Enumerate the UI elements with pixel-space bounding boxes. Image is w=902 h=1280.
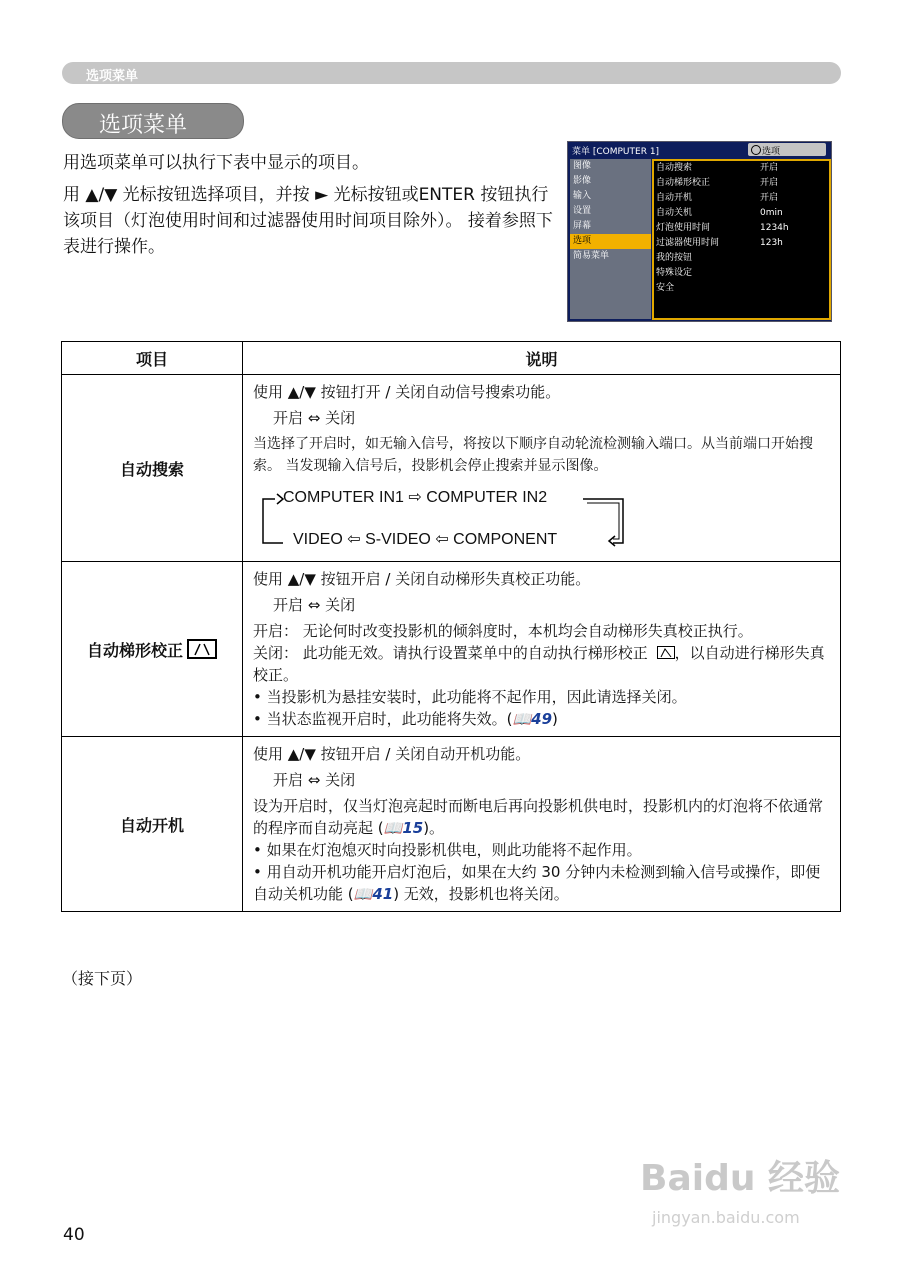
table-row xyxy=(62,375,841,562)
table-header-row xyxy=(62,342,841,375)
intro-line-2: 用 ▲/▼ 光标按钮选择项目，并按 ► 光标按钮或ENTER 按钮执行该项目（灯泡使用时间和过滤器使用时间项目除外）。 接着参照下表进行操作。 xyxy=(63,185,553,257)
toggle-text: 开启 ⇔ 关闭 xyxy=(273,596,356,614)
page-ref[interactable]: 49 xyxy=(531,710,553,728)
osd-row: 我的按钮 xyxy=(656,253,693,263)
desc-auto-search xyxy=(243,375,841,562)
osd-left-item: 影像 xyxy=(573,176,592,186)
section-title-label: 选项菜单 xyxy=(99,113,188,138)
desc-off: 关闭： 此功能无效。请执行设置菜单中的自动执行梯形校正 ，以自动进行梯形失真校正。 xyxy=(253,644,825,684)
osd-row: 自动搜索 开启 xyxy=(656,163,779,173)
header-bar-label: 选项菜单 xyxy=(86,69,139,84)
osd-left-item: 输入 xyxy=(573,191,592,201)
osd-left-menu xyxy=(570,159,651,319)
book-ref-icon: 📖 xyxy=(383,819,403,837)
col-header-item: 项目 xyxy=(62,342,243,375)
keystone-icon xyxy=(187,639,217,659)
section-title xyxy=(62,103,244,139)
page-ref[interactable]: 15 xyxy=(402,819,424,837)
osd-row: 自动关机 0min xyxy=(656,208,783,218)
header-bar xyxy=(62,62,841,84)
page-ref[interactable]: 41 xyxy=(372,885,394,903)
osd-menu-screenshot xyxy=(567,141,832,322)
item-auto-power-on: 自动开机 xyxy=(62,737,243,912)
toggle-text: 开启 ⇔ 关闭 xyxy=(273,771,356,789)
osd-left-item: 图像 xyxy=(573,161,592,171)
page-number: 40 xyxy=(63,1225,85,1245)
bullet-text: • 当状态监视开启时，此功能将失效。(📖49) xyxy=(253,710,558,728)
col-header-desc: 说明 xyxy=(243,342,841,375)
osd-row: 灯泡使用时间 1234h xyxy=(656,223,789,233)
options-table xyxy=(61,341,841,912)
osd-row: 特殊设定 xyxy=(656,268,693,278)
osd-row: 自动梯形校正 开启 xyxy=(656,178,779,188)
osd-option-label: 选项 xyxy=(762,147,781,157)
item-auto-search: 自动搜索 xyxy=(62,375,243,562)
watermark-logo: Baidu 经验 xyxy=(640,1158,841,1199)
osd-row: 安全 xyxy=(656,283,675,293)
watermark-url: jingyan.baidu.com xyxy=(652,1208,800,1227)
desc-text: 使用 ▲/▼ 按钮开启 / 关闭自动梯形失真校正功能。 xyxy=(253,570,591,588)
item-label: 自动梯形校正 xyxy=(86,640,183,660)
desc-text: 使用 ▲/▼ 按钮打开 / 关闭自动信号搜索功能。 xyxy=(253,383,561,401)
bullet-text: • 如果在灯泡熄灭时向投影机供电，则此功能将不起作用。 xyxy=(253,841,642,859)
desc-text: 设为开启时，仅当灯泡亮起时而断电后再向投影机供电时，投影机内的灯泡将不依通常的程序而自动亮起 (📖15)。 xyxy=(253,797,824,837)
osd-left-item-selected: 选项 xyxy=(570,234,651,249)
keystone-small-icon xyxy=(657,646,675,659)
item-auto-keystone xyxy=(62,562,243,737)
desc-text: 当选择了开启时，如无输入信号，将按以下顺序自动轮流检测输入端口。从当前端口开始搜索。 当发现输入信号后，投影机会停止搜索并显示图像。 xyxy=(253,436,813,474)
osd-right-panel xyxy=(652,159,831,320)
flow-line-2: VIDEO ⇦ S-VIDEO ⇦ COMPONENT xyxy=(293,531,558,548)
search-order-diagram xyxy=(253,485,832,555)
intro-line-1: 用选项菜单可以执行下表中显示的项目。 xyxy=(63,153,369,173)
osd-option-tab xyxy=(748,143,826,156)
desc-auto-power-on xyxy=(243,737,841,912)
bullet-text: • 用自动开机功能开启灯泡后，如果在大约 30 分钟内未检测到输入信号或操作，即便自动关机功能 (📖41) 无效，投影机也将关闭。 xyxy=(253,863,821,903)
osd-header: 菜单 [COMPUTER 1] xyxy=(572,147,660,157)
osd-row: 过滤器使用时间 123h xyxy=(656,238,783,248)
flow-line-1: COMPUTER IN1 ⇨ COMPUTER IN2 xyxy=(283,489,548,506)
continued-note: （接下页） xyxy=(62,969,143,988)
book-ref-icon: 📖 xyxy=(353,885,373,903)
osd-row: 自动开机 开启 xyxy=(656,193,779,203)
table-row xyxy=(62,562,841,737)
osd-left-item: 简易菜单 xyxy=(573,251,610,261)
desc-auto-keystone xyxy=(243,562,841,737)
toggle-text: 开启 ⇔ 关闭 xyxy=(273,409,356,427)
table-row xyxy=(62,737,841,912)
bullet-text: • 当投影机为悬挂安装时，此功能将不起作用，因此请选择关闭。 xyxy=(253,688,687,706)
osd-left-item: 屏幕 xyxy=(573,221,592,231)
intro-text xyxy=(63,150,563,266)
desc-on: 开启： 无论何时改变投影机的倾斜度时，本机均会自动梯形失真校正执行。 xyxy=(253,622,753,640)
book-ref-icon: 📖 xyxy=(512,710,532,728)
return-icon xyxy=(751,145,761,155)
desc-text: 使用 ▲/▼ 按钮开启 / 关闭自动开机功能。 xyxy=(253,745,531,763)
osd-left-item: 设置 xyxy=(573,206,592,216)
